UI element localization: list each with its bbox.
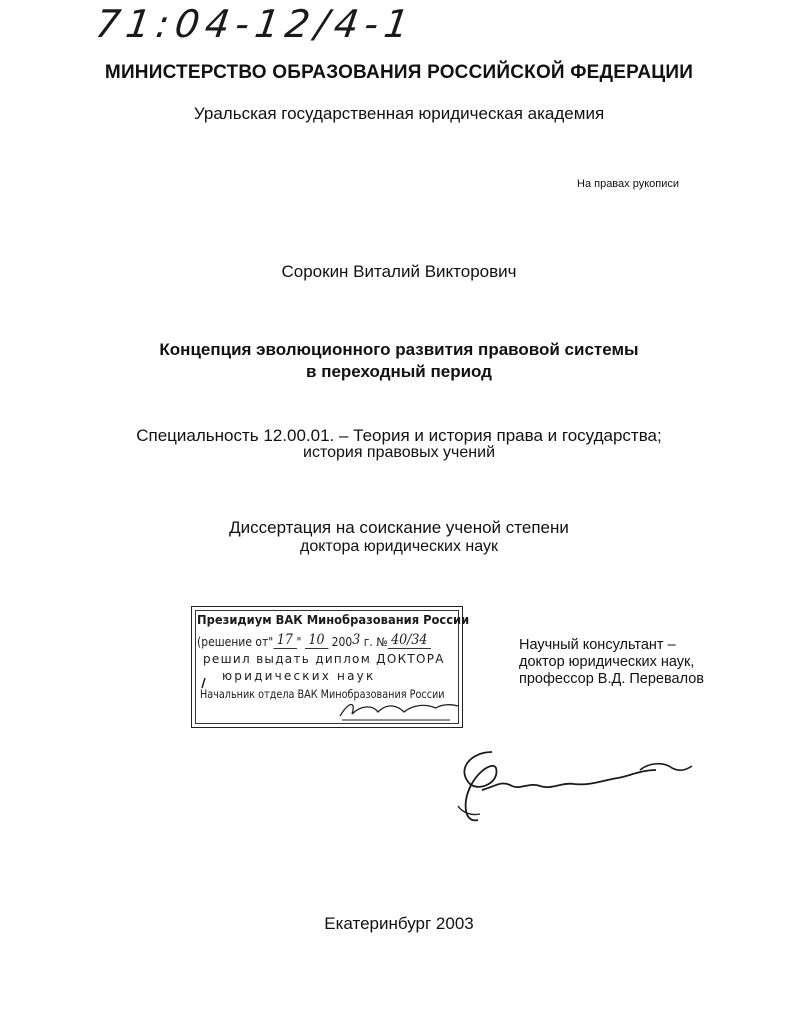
stamp-decision-prefix: (решение от" — [197, 635, 274, 649]
author-name: Сорокин Виталий Викторович — [281, 262, 517, 281]
stamp-decision-quote: " — [296, 635, 302, 649]
ministry-heading: МИНИСТЕРСТВО ОБРАЗОВАНИЯ РОССИЙСКОЙ ФЕДЕРАЦИИ — [104, 62, 694, 83]
stamp-line-degree: юридических наук — [222, 669, 376, 683]
stamp-decision-month: 10 — [305, 632, 328, 649]
stamp-line-presidium: Президиум ВАК Минобразования России — [197, 612, 470, 627]
manuscript-note: На правах рукописи — [577, 178, 679, 190]
handwritten-archive-number: 71:04-12/4-1 — [92, 2, 418, 46]
dissertation-title-line-2: в переходный период — [306, 362, 492, 381]
stamp-line-head: Начальник отдела ВАК Минобразования России — [200, 687, 445, 701]
dissertation-title-line-1: Концепция эволюционного развития правовой системы — [159, 340, 639, 359]
stamp-line-diploma: решил выдать диплом ДОКТОРА — [203, 652, 445, 666]
academy-name: Уральская государственная юридическая академия — [193, 104, 605, 123]
specialty-line-1: Специальность 12.00.01. – Теория и история права и государства; — [136, 426, 662, 445]
consultant-line-3: профессор В.Д. Перевалов — [519, 671, 704, 687]
stamp-decision-number: 40/34 — [388, 632, 432, 649]
specialty-line-2: история правовых учений — [303, 444, 495, 461]
stamp-decision-year-suffix: 3 — [352, 632, 361, 648]
degree-line-1: Диссертация на соискание ученой степени — [229, 518, 569, 537]
stamp-decision-year-prefix: 200 — [331, 635, 353, 649]
degree-line-2: доктора юридических наук — [300, 538, 498, 555]
consultant-line-1: Научный консультант – — [519, 637, 676, 653]
stamp-decision-day: 17 — [273, 632, 296, 649]
city-and-year: Екатеринбург 2003 — [324, 914, 474, 933]
consultant-line-2: доктор юридических наук, — [519, 654, 695, 670]
stamp-decision-g: г. № — [363, 635, 388, 649]
